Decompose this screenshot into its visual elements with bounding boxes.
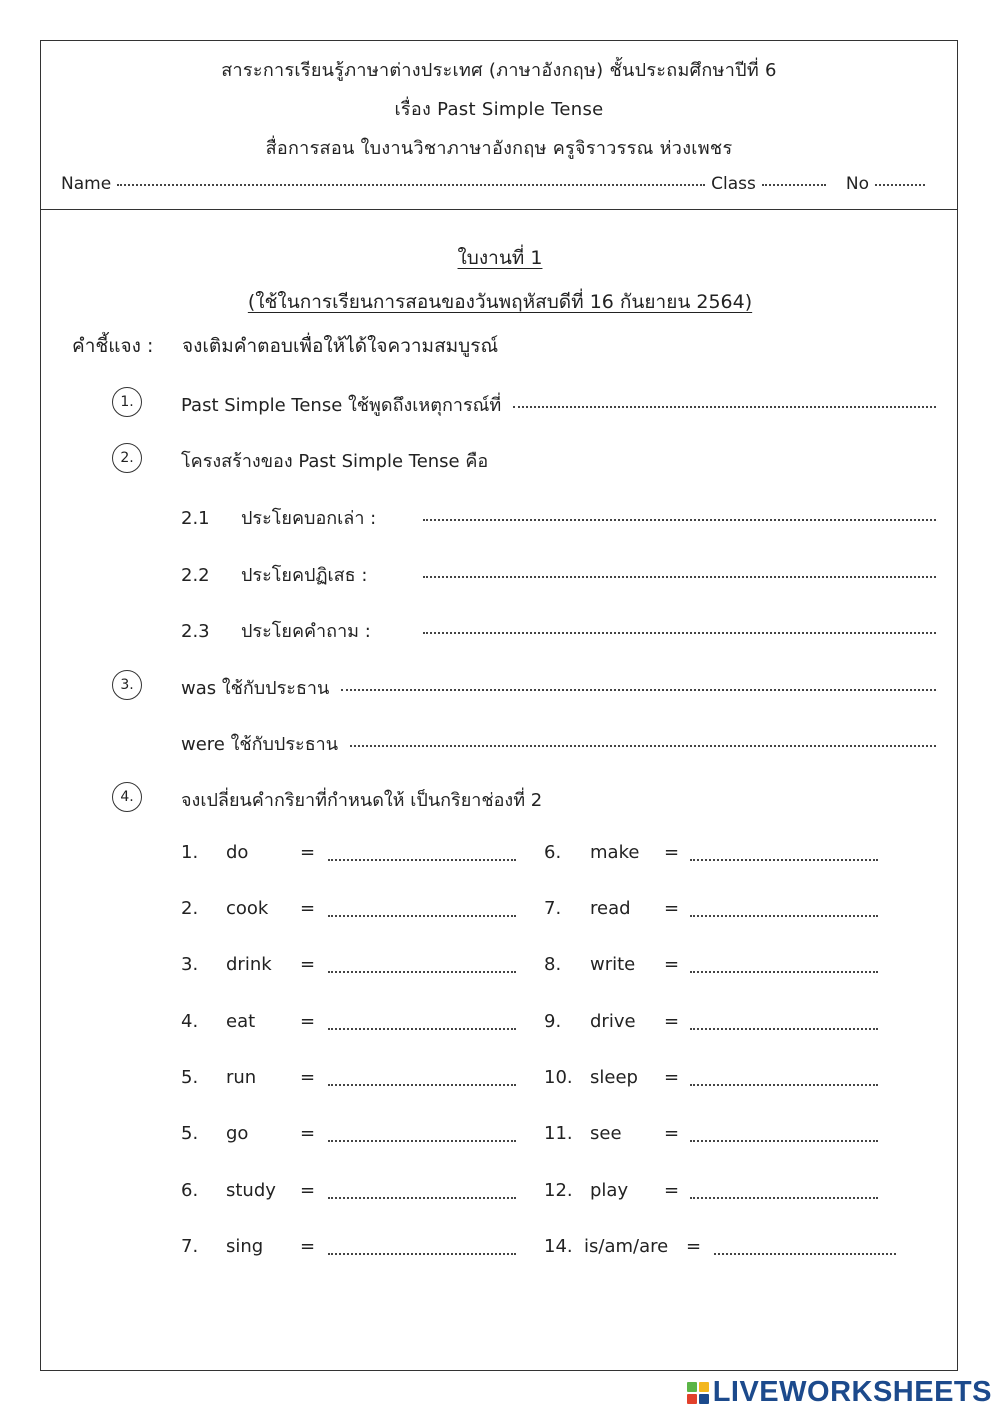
verb-answer-line[interactable]	[328, 971, 516, 973]
verb-answer-line[interactable]	[328, 859, 516, 861]
verb-number: 3.	[181, 954, 199, 975]
verb-answer-line[interactable]	[690, 1140, 878, 1142]
question-2-1-answer-line[interactable]	[423, 519, 936, 521]
verb-word: read	[590, 898, 631, 919]
verb-number: 1.	[181, 842, 199, 863]
question-2-3-answer-line[interactable]	[423, 632, 936, 634]
question-2-2-answer-line[interactable]	[423, 576, 936, 578]
equals-sign: =	[664, 1180, 680, 1201]
verb-number: 14.	[544, 1236, 573, 1257]
verb-word: study	[226, 1180, 276, 1201]
logo-text: LIVEWORKSHEETS	[712, 1376, 992, 1408]
question-3-was	[181, 673, 936, 702]
question-2-3	[181, 616, 936, 645]
verb-word: eat	[226, 1011, 256, 1032]
verb-number: 6.	[544, 842, 562, 863]
verb-answer-line[interactable]	[690, 971, 878, 973]
was-text: was ใช้กับประธาน	[181, 678, 330, 699]
verb-word: write	[590, 954, 636, 975]
verb-word: cook	[226, 898, 269, 919]
verb-answer-line[interactable]	[328, 1028, 516, 1030]
verb-word: sing	[226, 1236, 264, 1257]
verb-word: run	[226, 1067, 257, 1088]
equals-sign: =	[664, 1067, 680, 1088]
sub-number: 2.3	[181, 621, 210, 642]
worksheet-header	[41, 41, 957, 210]
sub-number: 2.1	[181, 508, 210, 529]
question-1-answer-line[interactable]	[513, 406, 936, 408]
verb-answer-line[interactable]	[690, 859, 878, 861]
question-2-number: 2.	[112, 443, 142, 473]
verb-answer-line[interactable]	[328, 1253, 516, 1255]
equals-sign: =	[664, 1123, 680, 1144]
question-2-1	[181, 503, 936, 532]
verb-number: 7.	[181, 1236, 199, 1257]
header-topic: เรื่อง Past Simple Tense	[394, 99, 604, 120]
question-4-number: 4.	[112, 782, 142, 812]
verb-answer-line[interactable]	[714, 1253, 896, 1255]
worksheet-title: ใบงานที่ 1	[457, 247, 543, 269]
header-teacher: สื่อการสอน ใบงานวิชาภาษาอังกฤษ ครูจิราวรรณ ห่วงเพชร	[265, 138, 733, 159]
equals-sign: =	[300, 842, 316, 863]
instruction-text: จงเติมคำตอบเพื่อให้ได้ใจความสมบูรณ์	[182, 335, 499, 357]
equals-sign: =	[300, 1123, 316, 1144]
no-label: No	[845, 174, 869, 194]
logo-mark-icon	[687, 1382, 709, 1404]
equals-sign: =	[664, 842, 680, 863]
equals-sign: =	[664, 1011, 680, 1032]
question-1	[181, 390, 936, 419]
equals-sign: =	[300, 954, 316, 975]
sub-label: ประโยคปฏิเสธ :	[241, 565, 368, 586]
verb-answer-line[interactable]	[690, 1197, 878, 1199]
name-input-line[interactable]	[117, 184, 705, 186]
question-2-text: โครงสร้างของ Past Simple Tense คือ	[181, 451, 489, 472]
liveworksheets-logo	[687, 1376, 992, 1409]
question-4-text: จงเปลี่ยนคำกริยาที่กำหนดให้ เป็นกริยาช่องที่ 2	[181, 790, 543, 811]
verb-word: do	[226, 842, 249, 863]
name-class-line	[61, 174, 931, 194]
equals-sign: =	[300, 1067, 316, 1088]
equals-sign: =	[300, 1236, 316, 1257]
verb-word: sleep	[590, 1067, 638, 1088]
verb-number: 12.	[544, 1180, 573, 1201]
verb-number: 8.	[544, 954, 562, 975]
question-3-were	[181, 729, 936, 758]
verb-word: play	[590, 1180, 629, 1201]
verb-number: 5.	[181, 1123, 199, 1144]
verb-word: is/am/are	[584, 1236, 669, 1257]
worksheet-sheet	[40, 40, 958, 1371]
sub-label: ประโยคบอกเล่า :	[241, 508, 377, 529]
equals-sign: =	[686, 1236, 702, 1257]
class-label: Class	[711, 174, 756, 194]
verb-word: make	[590, 842, 640, 863]
verb-word: drive	[590, 1011, 636, 1032]
worksheet-date: (ใช้ในการเรียนการสอนของวันพฤหัสบดีที่ 16 กันยายน 2564)	[247, 291, 753, 313]
verb-number: 7.	[544, 898, 562, 919]
no-input-line[interactable]	[875, 184, 925, 186]
verb-number: 6.	[181, 1180, 199, 1201]
verb-number: 4.	[181, 1011, 199, 1032]
verb-word: drink	[226, 954, 272, 975]
verb-number: 5.	[181, 1067, 199, 1088]
were-text: were ใช้กับประธาน	[181, 734, 339, 755]
verb-word: go	[226, 1123, 249, 1144]
equals-sign: =	[664, 954, 680, 975]
question-2-2	[181, 560, 936, 589]
verb-number: 2.	[181, 898, 199, 919]
instruction-label: คำชี้แจง :	[72, 335, 154, 357]
header-subject: สาระการเรียนรู้ภาษาต่างประเทศ (ภาษาอังกฤษ) ชั้นประถมศึกษาปีที่ 6	[221, 60, 777, 81]
class-input-line[interactable]	[762, 184, 826, 186]
verb-number: 11.	[544, 1123, 573, 1144]
verb-answer-line[interactable]	[690, 915, 878, 917]
verb-word: see	[590, 1123, 622, 1144]
were-answer-line[interactable]	[350, 745, 936, 747]
equals-sign: =	[300, 1011, 316, 1032]
verb-number: 10.	[544, 1067, 573, 1088]
question-1-number: 1.	[112, 387, 142, 417]
verb-number: 9.	[544, 1011, 562, 1032]
verb-answer-line[interactable]	[328, 915, 516, 917]
was-answer-line[interactable]	[341, 689, 936, 691]
sub-label: ประโยคคำถาม :	[241, 621, 371, 642]
question-1-text: Past Simple Tense ใช้พูดถึงเหตุการณ์ที่	[181, 395, 502, 416]
verb-answer-line[interactable]	[328, 1197, 516, 1199]
sub-number: 2.2	[181, 565, 210, 586]
question-3-number: 3.	[112, 670, 142, 700]
verb-answer-line[interactable]	[690, 1084, 878, 1086]
verb-answer-line[interactable]	[690, 1028, 878, 1030]
verb-answer-line[interactable]	[328, 1140, 516, 1142]
equals-sign: =	[300, 1180, 316, 1201]
equals-sign: =	[300, 898, 316, 919]
name-label: Name	[61, 174, 112, 194]
equals-sign: =	[664, 898, 680, 919]
verb-answer-line[interactable]	[328, 1084, 516, 1086]
